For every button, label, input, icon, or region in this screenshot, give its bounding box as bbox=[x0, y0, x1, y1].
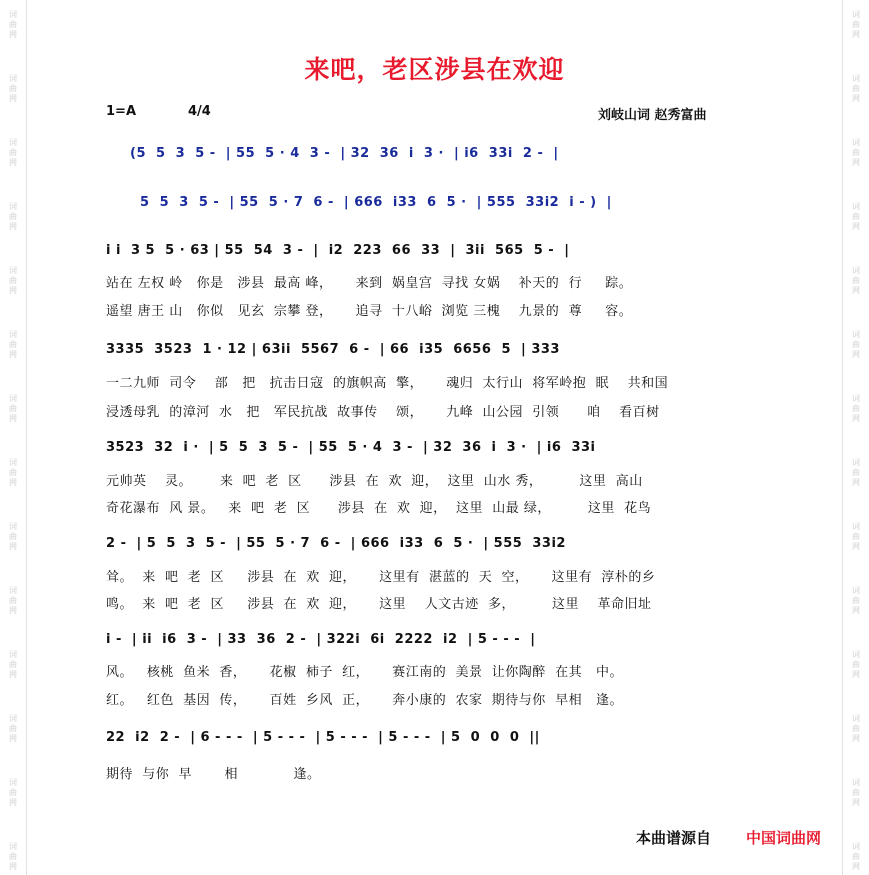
notation-line: 3335 3523 1 · 12 | 63ii 5567 6 - | 66 i35 6656 5 | 333 bbox=[106, 342, 560, 357]
notation-line: 2 - | 5 5 3 5 - | 55 5 · 7 6 - | 666 i33 6 5 · | 555 33i2 bbox=[106, 536, 566, 551]
watermark-mark: 词 曲 网 bbox=[852, 778, 860, 807]
watermark-mark: 词 曲 网 bbox=[852, 138, 860, 167]
watermark-mark: 词 曲 网 bbox=[9, 586, 17, 615]
watermark-mark: 词 曲 网 bbox=[852, 522, 860, 551]
credits: 刘岐山词 赵秀富曲 bbox=[598, 108, 707, 123]
watermark-mark: 词 曲 网 bbox=[852, 266, 860, 295]
watermark-mark: 词 曲 网 bbox=[9, 842, 17, 871]
time-signature: 4/4 bbox=[188, 104, 211, 119]
watermark-mark: 词 曲 网 bbox=[852, 842, 860, 871]
intro-notation-line: (5 5 3 5 - | 55 5 · 4 3 - | 32 36 i 3 · | i6 33i 2 - | bbox=[130, 146, 559, 161]
lyric-line: 奇花瀑布 风 景。 来 吧 老 区 涉县 在 欢 迎， 这里 山最 绿， 这里 花鸟 bbox=[106, 501, 652, 516]
watermark-mark: 词 曲 网 bbox=[852, 10, 860, 39]
lyric-line: 红。 红色 基因 传， 百姓 乡风 正， 奔小康的 农家 期待与你 早相 逢。 bbox=[106, 693, 623, 708]
watermark-mark: 词 曲 网 bbox=[852, 330, 860, 359]
watermark-mark: 词 曲 网 bbox=[852, 74, 860, 103]
key-signature: 1=A bbox=[106, 104, 136, 119]
lyric-line: 期待 与你 早 相 逢。 bbox=[106, 767, 321, 782]
watermark-mark: 词 曲 网 bbox=[852, 394, 860, 423]
notation-line: 3523 32 i · | 5 5 3 5 - | 55 5 · 4 3 - | 32 36 i 3 · | i6 33i bbox=[106, 440, 596, 455]
notation-line: 22 i2 2 - | 6 - - - | 5 - - - | 5 - - - | 5 - - - | 5 0 0 0 || bbox=[106, 730, 540, 745]
watermark-mark: 词 曲 网 bbox=[9, 778, 17, 807]
lyric-line: 鸣。 来 吧 老 区 涉县 在 欢 迎， 这里 人文古迹 多， 这里 革命旧址 bbox=[106, 597, 652, 612]
watermark-mark: 词 曲 网 bbox=[9, 266, 17, 295]
watermark-mark: 词 曲 网 bbox=[9, 522, 17, 551]
left-watermark-strip bbox=[0, 0, 27, 875]
watermark-mark: 词 曲 网 bbox=[9, 458, 17, 487]
watermark-mark: 词 曲 网 bbox=[9, 138, 17, 167]
watermark-mark: 词 曲 网 bbox=[9, 394, 17, 423]
watermark-mark: 词 曲 网 bbox=[852, 586, 860, 615]
watermark-mark: 词 曲 网 bbox=[9, 714, 17, 743]
watermark-mark: 词 曲 网 bbox=[9, 202, 17, 231]
watermark-mark: 词 曲 网 bbox=[9, 10, 17, 39]
watermark-mark: 词 曲 网 bbox=[852, 714, 860, 743]
notation-line: i i 3 5 5 · 63 | 55 54 3 - | i2 223 66 33 | 3ii 565 5 - | bbox=[106, 243, 570, 258]
lyric-line: 耸。 来 吧 老 区 涉县 在 欢 迎， 这里有 湛蓝的 天 空， 这里有 淳朴的乡 bbox=[106, 570, 656, 585]
right-watermark-strip bbox=[842, 0, 869, 875]
lyric-line: 元帅英 灵。 来 吧 老 区 涉县 在 欢 迎， 这里 山水 秀， 这里 高山 bbox=[106, 474, 643, 489]
watermark-mark: 词 曲 网 bbox=[9, 330, 17, 359]
watermark-mark: 词 曲 网 bbox=[852, 202, 860, 231]
watermark-mark: 词 曲 网 bbox=[9, 650, 17, 679]
lyric-line: 浸透母乳 的漳河 水 把 军民抗战 故事传 颂， 九峰 山公园 引领 咱 看百树 bbox=[106, 405, 660, 420]
watermark-mark: 词 曲 网 bbox=[852, 458, 860, 487]
lyric-line: 站在 左权 岭 你是 涉县 最高 峰， 来到 娲皇宫 寻找 女娲 补天的 行 踪。 bbox=[106, 276, 633, 291]
intro-notation-line: 5 5 3 5 - | 55 5 · 7 6 - | 666 i33 6 5 · | 555 33i2 i - ) | bbox=[130, 195, 612, 210]
song-title: 来吧，老区涉县在欢迎 bbox=[304, 55, 565, 84]
lyric-line: 风。 核桃 鱼米 香， 花椒 柿子 红， 赛江南的 美景 让你陶醉 在其 中。 bbox=[106, 665, 623, 680]
notation-line: i - | ii i6 3 - | 33 36 2 - | 322i 6i 2222 i2 | 5 - - - | bbox=[106, 632, 536, 647]
watermark-mark: 词 曲 网 bbox=[9, 74, 17, 103]
lyric-line: 一二九师 司令 部 把 抗击日寇 的旗帜高 擎， 魂归 太行山 将军岭抱 眠 共和国 bbox=[106, 376, 669, 391]
lyric-line: 遥望 唐王 山 你似 见玄 宗攀 登， 追寻 十八峪 浏览 三槐 九景的 尊 容。 bbox=[106, 304, 633, 319]
source-label: 本曲谱源自 bbox=[636, 829, 712, 847]
source-site-link[interactable]: 中国词曲网 bbox=[746, 829, 822, 847]
watermark-mark: 词 曲 网 bbox=[852, 650, 860, 679]
